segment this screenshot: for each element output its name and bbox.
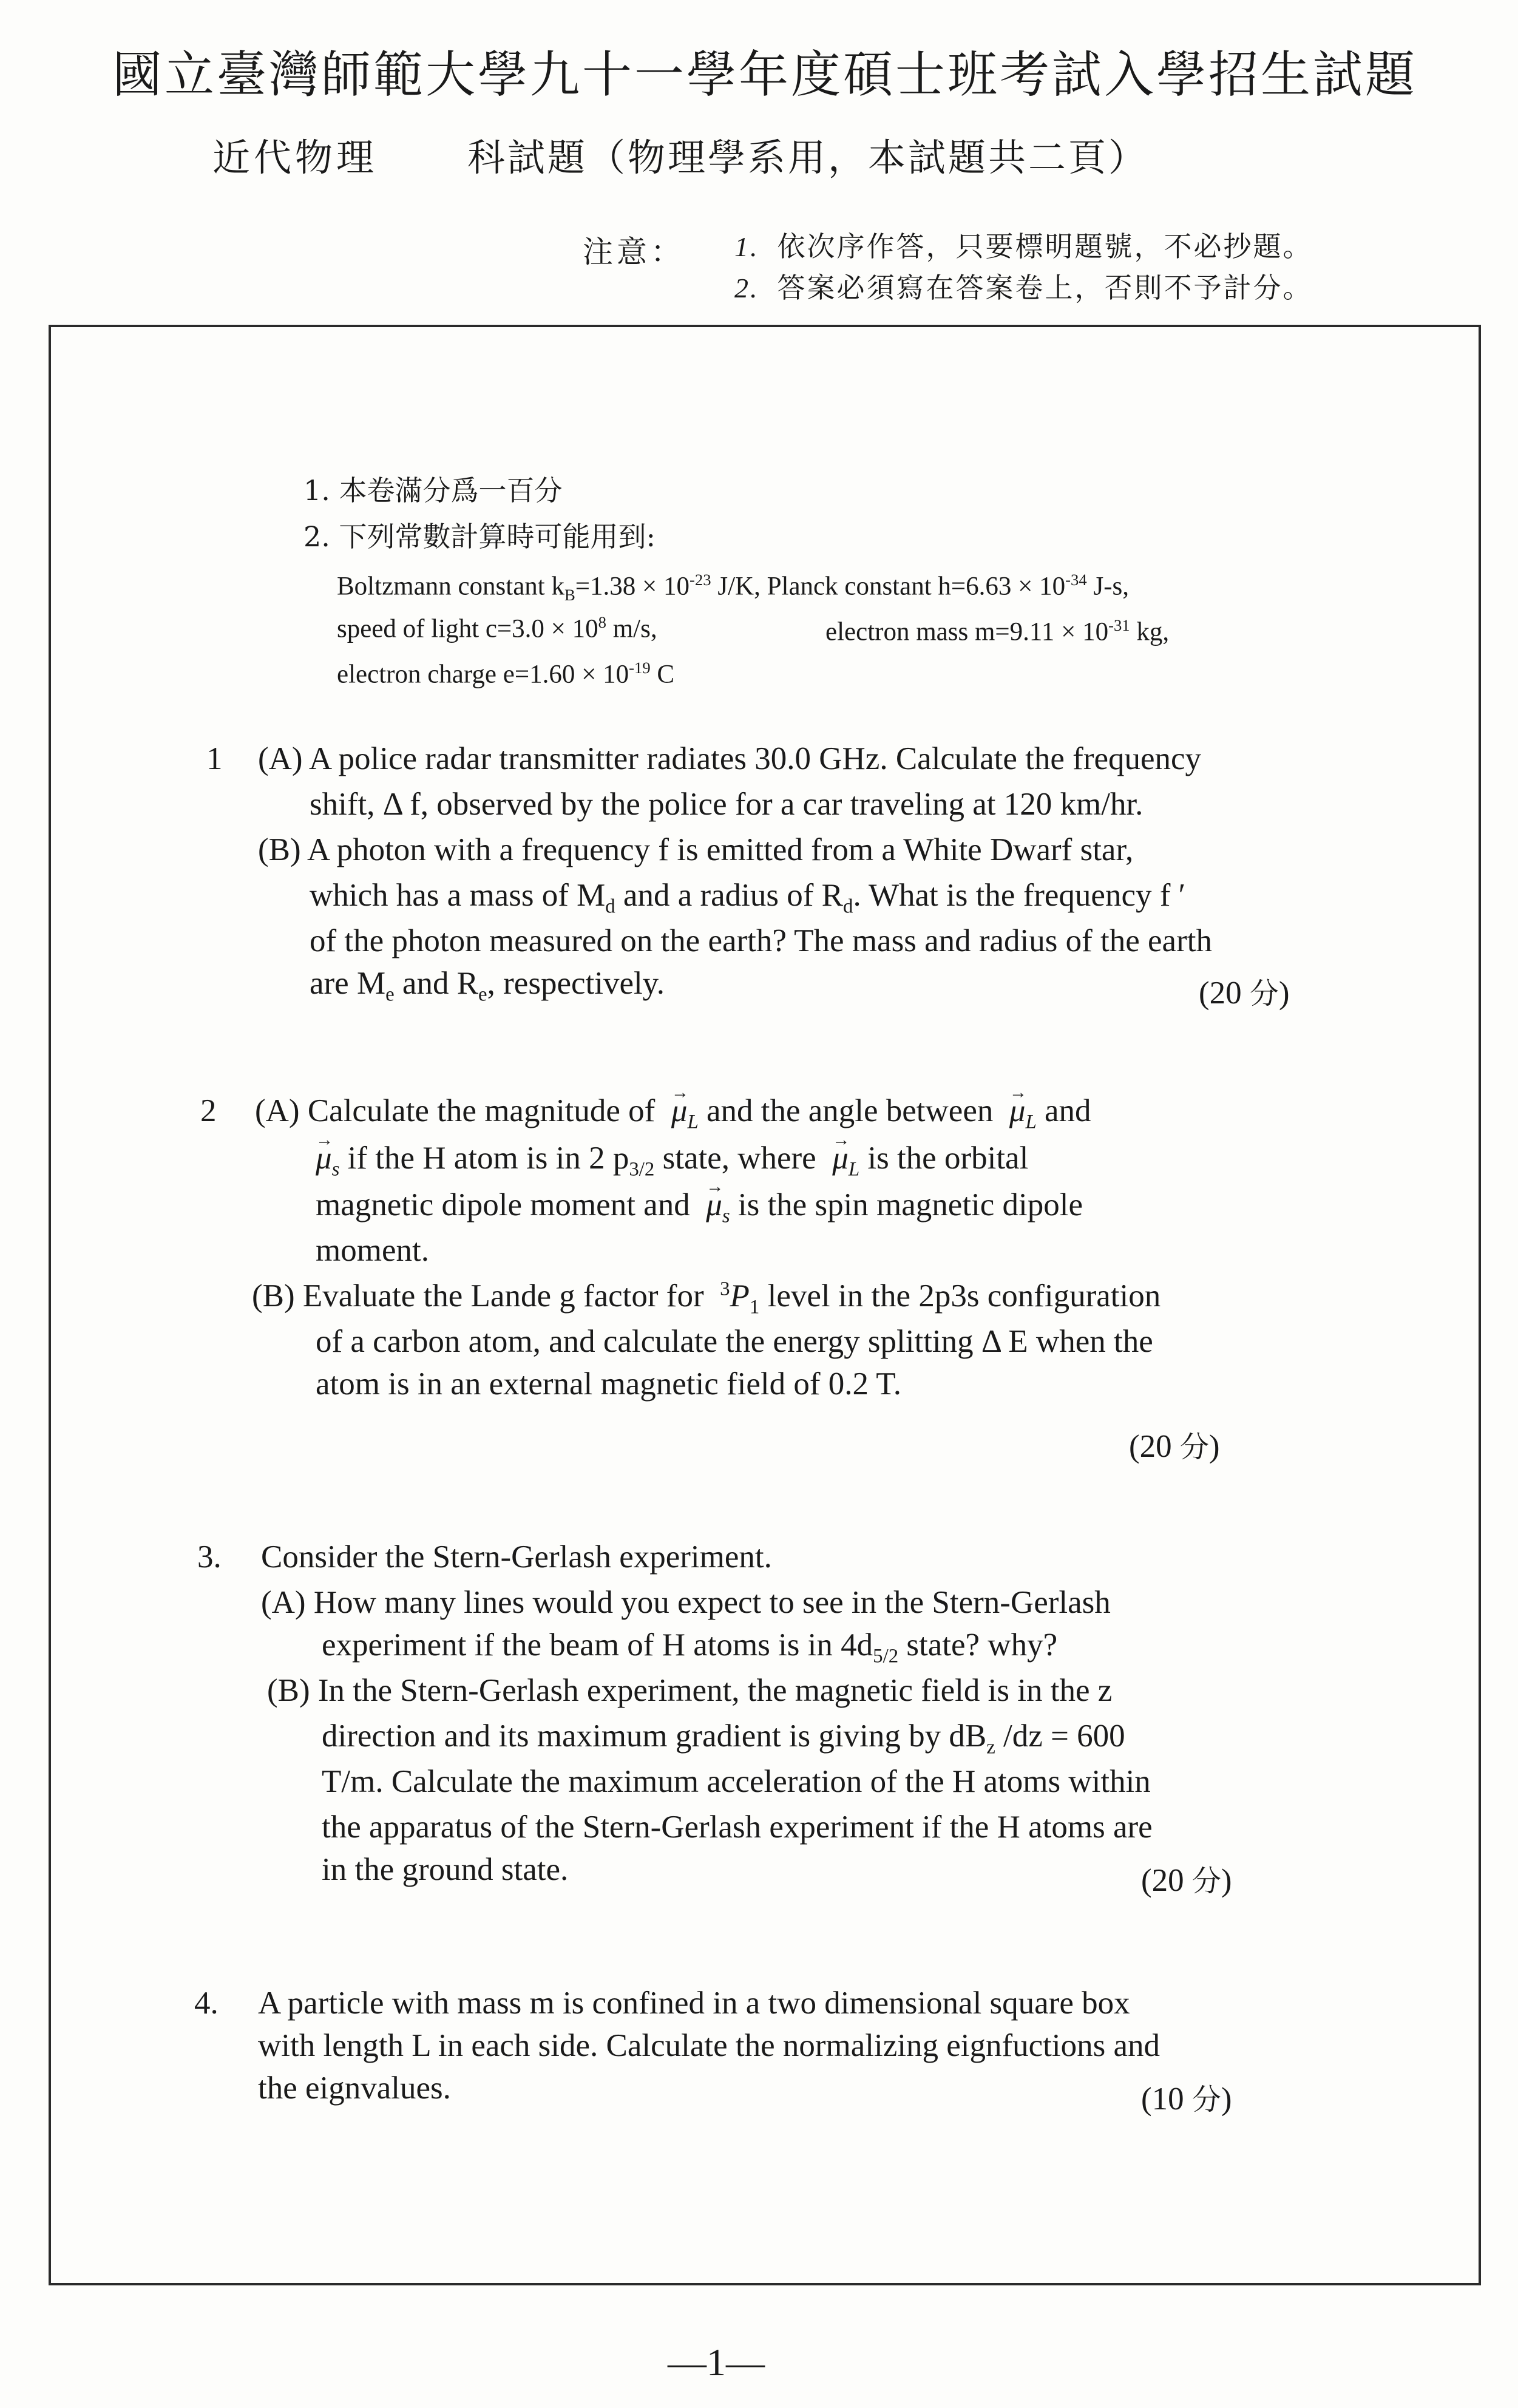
question-4-line-2: with length L in each side. Calculate the normalizing eignfuctions and [258, 2028, 1161, 2063]
constants-line-2: speed of light $c=3.0 \times 10^8$ m/s, [337, 613, 657, 643]
question-4-line-3: the eignvalues. [258, 2071, 451, 2106]
question-2b-line-3: atom is in an external magnetic field of 0.2 T. [316, 1366, 901, 1402]
question-1a-line-1: (A) A police radar transmitter radiates 30.0 GHz. Calculate the frequency [258, 741, 1202, 776]
question-1b-line-1: (B) A photon with a frequency f is emitted from a White Dwarf star, [258, 832, 1134, 867]
constants-electron-mass: electron mass $m=9.11 \times 10^{-31}$ kg, [825, 616, 1170, 646]
notice-text: 依次序作答，只要標明題號，不必抄題。 [777, 230, 1313, 263]
question-2a-line-1: (A) Calculate the magnitude of → $\mu_L$ and the angle between → $\mu_L$ and [255, 1093, 1091, 1134]
question-3b-line-2: direction and its maximum gradient is giving by $dB_z$ /dz = 600 [322, 1718, 1125, 1759]
question-2-number: 2 [200, 1093, 217, 1128]
question-3b-line-5: in the ground state. [322, 1852, 569, 1887]
question-3-intro: Consider the Stern-Gerlash experiment. [261, 1539, 772, 1575]
page-number: —1— [668, 2341, 765, 2384]
question-2b-line-1: (B) Evaluate the Lande g factor for $^3P_1$ level in the 2p3s configuration [252, 1278, 1161, 1318]
question-3b-line-4: the apparatus of the Stern-Gerlash experiment if the H atoms are [322, 1809, 1153, 1845]
exam-info: 科試題（物理學系用，本試題共二頁） [467, 135, 1149, 180]
mu-l-symbol: → $\mu_L$ [832, 1140, 859, 1181]
question-2-points: (20 分) [1129, 1429, 1220, 1464]
question-3b-line-3: T/m. Calculate the maximum acceleration of the H atoms within [322, 1764, 1151, 1799]
question-4-line-1: A particle with mass m is confined in a two dimensional square box [258, 1986, 1130, 2021]
notice-item [734, 225, 1313, 265]
question-2a-line-4: moment. [316, 1233, 429, 1268]
notice-label: 注意： [583, 234, 685, 270]
mu-s-symbol: → $\mu_s$ [706, 1187, 730, 1228]
question-3-number: 3. [197, 1539, 222, 1575]
notice-text: 答案必須寫在答案卷上，否則不予計分。 [777, 271, 1313, 304]
question-1b-line-3: of the photon measured on the earth? The mass and radius of the earth [310, 923, 1212, 958]
constants-line-1: Boltzmann constant $k_B=1.38 \times 10^{-23}$ J/K, Planck constant $h=6.63 \times 10^{-34}$ J-s, [337, 571, 1130, 604]
question-1b-line-2: which has a mass of $M_d$ and a radius of $R_d$. What is the frequency f ′ [310, 878, 1186, 918]
question-2b-line-2: of a carbon atom, and calculate the energy splitting Δ E when the [316, 1324, 1153, 1359]
question-3a-line-2: experiment if the beam of H atoms is in $4d_{5/2}$ state? why? [322, 1627, 1058, 1667]
constants-line-3: electron charge $e=1.60 \times 10^{-19}$ C [337, 659, 675, 689]
question-3b-line-1: (B) In the Stern-Gerlash experiment, the magnetic field is in the z [267, 1673, 1113, 1708]
question-2a-line-3: magnetic dipole moment and → $\mu_s$ is the spin magnetic dipole [316, 1187, 1083, 1228]
question-4-points: (10 分) [1141, 2081, 1232, 2117]
instruction-constants: 2. 下列常數計算時可能用到: [303, 520, 656, 553]
notice-number: 2. [734, 273, 759, 304]
question-1-number: 1 [206, 741, 223, 776]
mu-l-symbol: → $\mu_L$ [1009, 1093, 1037, 1134]
notice-number: 1. [734, 231, 759, 262]
question-1-points: (20 分) [1199, 975, 1290, 1011]
mu-l-symbol: → $\mu_L$ [671, 1093, 699, 1134]
question-3-points: (20 分) [1141, 1863, 1232, 1898]
subject-name: 近代物理 [212, 135, 378, 180]
mu-s-symbol: → $\mu_s$ [316, 1140, 339, 1181]
question-3a-line-1: (A) How many lines would you expect to see in the Stern-Gerlash [261, 1585, 1111, 1620]
question-2a-line-2: → $\mu_s$ if the H atom is in 2 $p_{3/2}$ state, where → $\mu_L$ is the orbital [316, 1140, 1028, 1181]
question-4-number: 4. [194, 1986, 219, 2021]
notice-item [734, 266, 1313, 306]
question-1b-line-4: are $M_e$ and $R_e$, respectively. [310, 966, 665, 1006]
question-1a-line-2: shift, Δ f, observed by the police for a car traveling at 120 km/hr. [310, 787, 1144, 822]
exam-title: 國立臺灣師範大學九十一學年度碩士班考試入學招生試題 [112, 46, 1417, 104]
instruction-total-score: 1. 本卷滿分爲一百分 [303, 474, 563, 507]
